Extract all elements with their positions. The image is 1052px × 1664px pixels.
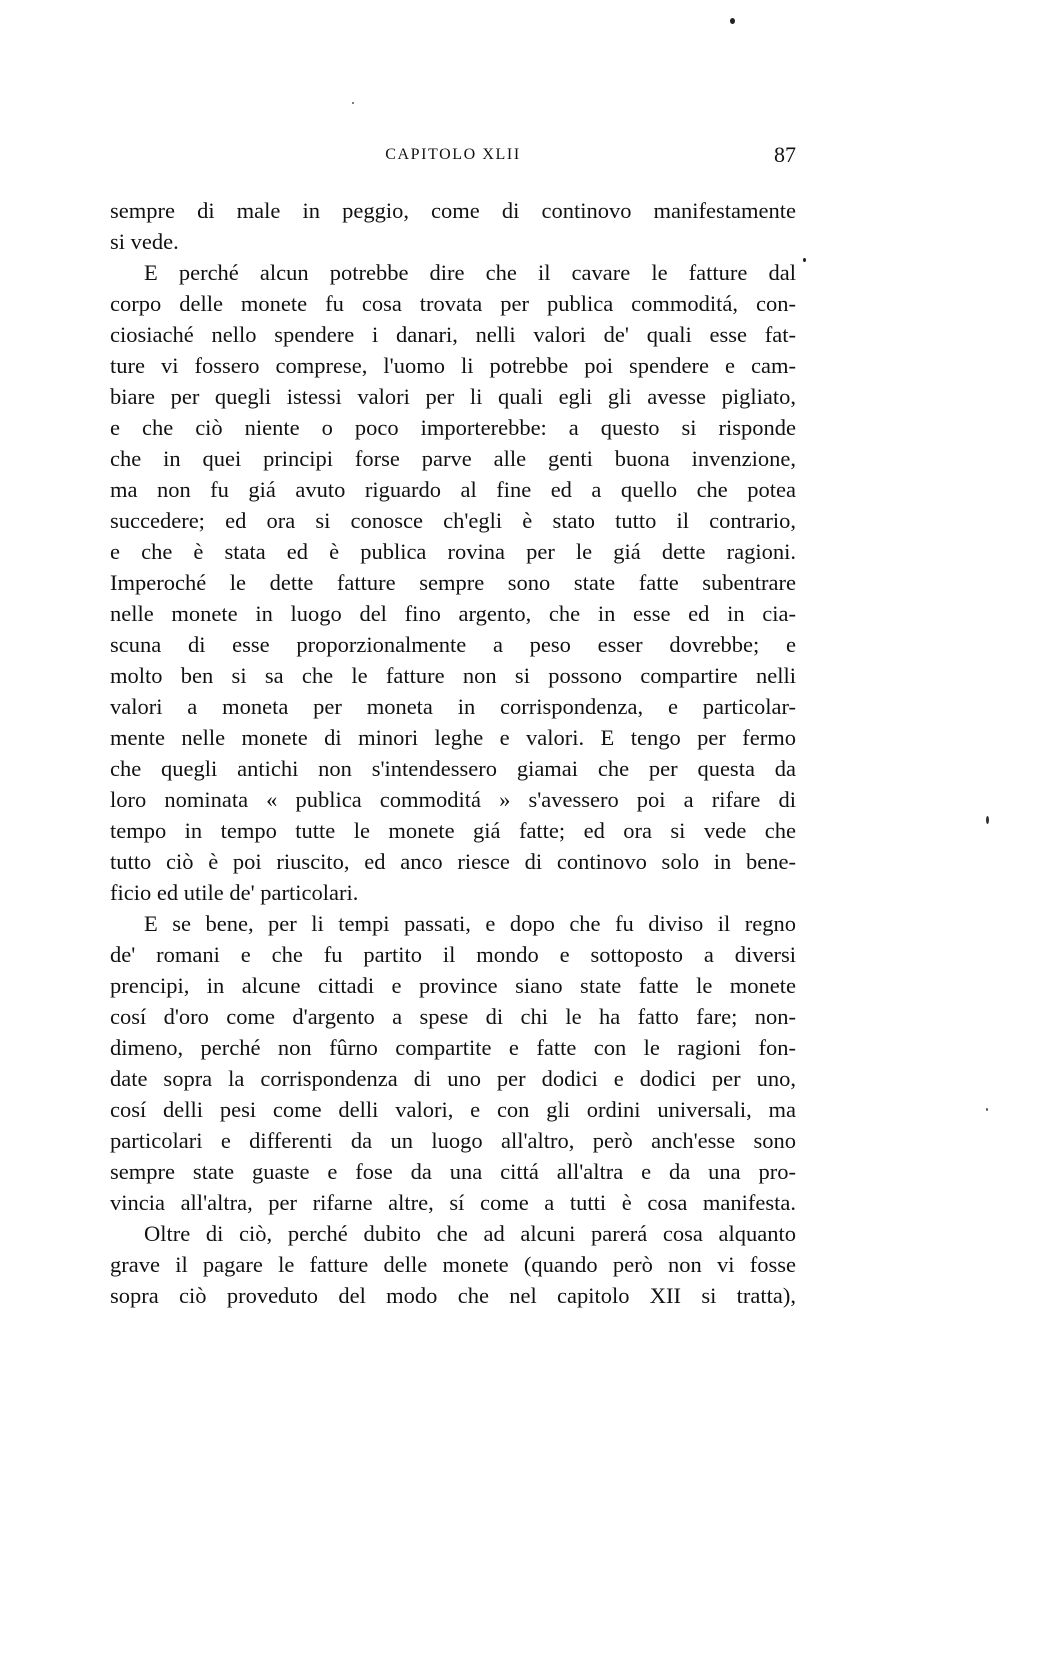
text-line: sempre state guaste e fose da una cittá all'altra e da una pro- <box>110 1159 796 1184</box>
text-line: date sopra la corrispondenza di uno per dodici e dodici per uno, <box>110 1066 796 1091</box>
text-line: tempo in tempo tutte le monete giá fatte; ed ora si vede che <box>110 818 796 843</box>
text-line: Oltre di ciò, perché dubito che ad alcuni parerá cosa alquanto <box>144 1221 796 1246</box>
scan-speck <box>352 102 354 104</box>
text-line: ture vi fossero comprese, l'uomo li potrebbe poi spendere e cam- <box>110 353 796 378</box>
running-title: CAPITOLO XLII <box>385 146 521 163</box>
text-line: succedere; ed ora si conosce ch'egli è stato tutto il contrario, <box>110 508 796 533</box>
text-line: nelle monete in luogo del fino argento, che in esse ed in cia- <box>110 601 796 626</box>
text-line: sempre di male in peggio, come di continovo manifestamente <box>110 198 796 223</box>
text-line: grave il pagare le fatture delle monete (quando però non vi fosse <box>110 1252 796 1277</box>
text-line: mente nelle monete di minori leghe e valori. E tengo per fermo <box>110 725 796 750</box>
text-line: prencipi, in alcune cittadi e province siano state fatte le monete <box>110 973 796 998</box>
text-line: particolari e differenti da un luogo all'altro, però anch'esse sono <box>110 1128 796 1153</box>
text-line: scuna di esse proporzionalmente a peso esser dovrebbe; e <box>110 632 796 657</box>
text-line: de' romani e che fu partito il mondo e sottoposto a diversi <box>110 942 796 967</box>
text-line: ficio ed utile de' particolari. <box>110 880 359 905</box>
scan-speck <box>986 1108 988 1111</box>
text-line: molto ben si sa che le fatture non si possono compartire nelli <box>110 663 796 688</box>
text-line: tutto ciò è poi riuscito, ed anco riesce di continovo solo in bene- <box>110 849 796 874</box>
text-line: E perché alcun potrebbe dire che il cavare le fatture dal <box>144 260 796 285</box>
text-line: ma non fu giá avuto riguardo al fine ed a quello che potea <box>110 477 796 502</box>
text-line: cosí d'oro come d'argento a spese di chi le ha fatto fare; non- <box>110 1004 796 1029</box>
text-line: biare per quegli istessi valori per li quali egli gli avesse pigliato, <box>110 384 796 409</box>
text-line: corpo delle monete fu cosa trovata per publica commoditá, con- <box>110 291 796 316</box>
text-line: Imperoché le dette fatture sempre sono state fatte subentrare <box>110 570 796 595</box>
page-header <box>110 142 796 176</box>
body-text <box>110 195 796 1311</box>
scan-speck <box>730 18 735 24</box>
scan-speck <box>803 258 806 262</box>
text-line: che in quei principi forse parve alle genti buona invenzione, <box>110 446 796 471</box>
text-line: e che è stata ed è publica rovina per le giá dette ragioni. <box>110 539 796 564</box>
text-line: si vede. <box>110 229 179 254</box>
text-line: vincia all'altra, per rifarne altre, sí come a tutti è cosa manifesta. <box>110 1190 796 1215</box>
text-line: dimeno, perché non fûrno compartite e fatte con le ragioni fon- <box>110 1035 796 1060</box>
page-number: 87 <box>774 142 796 167</box>
text-line: che quegli antichi non s'intendessero giamai che per questa da <box>110 756 796 781</box>
text-line: sopra ciò proveduto del modo che nel capitolo XII si tratta), <box>110 1283 796 1308</box>
text-line: loro nominata « publica commoditá » s'avessero poi a rifare di <box>110 787 796 812</box>
text-line: E se bene, per li tempi passati, e dopo che fu diviso il regno <box>144 911 796 936</box>
text-line: valori a moneta per moneta in corrispondenza, e particolar- <box>110 694 796 719</box>
text-line: e che ciò niente o poco importerebbe: a questo si risponde <box>110 415 796 440</box>
scan-speck <box>986 816 989 824</box>
text-line: cosí delli pesi come delli valori, e con gli ordini universali, ma <box>110 1097 796 1122</box>
text-line: ciosiaché nello spendere i danari, nelli valori de' quali esse fat- <box>110 322 796 347</box>
